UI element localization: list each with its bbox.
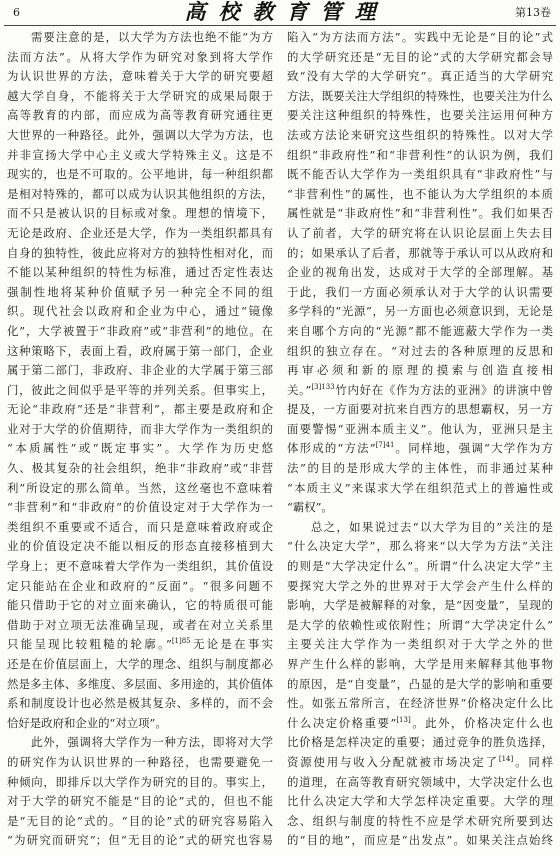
line-text: 致“没有大学的大学研究”。真正适当的大学研究 <box>287 69 553 84</box>
line-text: 要探究大学之外的世界对于大学会产生什么样的 <box>287 578 553 593</box>
line-text: 的“目的地”，而应是“出发点”。如果关注点始终 <box>287 833 553 848</box>
line-text: 要关注这种组织的特殊性，也要关注运用何种方 <box>287 108 553 123</box>
citation-marker: [7]41 <box>375 441 395 450</box>
text-line <box>7 67 273 87</box>
text-line <box>287 322 553 342</box>
text-line <box>7 675 273 695</box>
line-text: 于此，我们一方面必须承认对于大学的认识需要 <box>287 284 553 299</box>
line-text: 类组织不重要或不适合，而只是意味着政府或企 <box>7 519 273 534</box>
line-text: 方法，既要关注大学组织的特殊性，也要关注为什么 <box>287 88 553 103</box>
text-line <box>287 498 553 518</box>
text-line <box>7 244 273 264</box>
line-text: 然是多主体、多维度、多层面、多用途的，其价值体 <box>7 676 273 691</box>
running-header <box>0 0 560 26</box>
line-text: 竹内好在《作为方法的亚洲》的讲演中曾 <box>334 382 553 397</box>
line-text: 无论是在事实 <box>190 637 273 652</box>
line-text: 是“无目的论”式的。“目的论”式的研究容易陷入 <box>7 813 273 828</box>
line-text: 利”所设定的那么简单。当然，这丝毫也不意味着 <box>7 480 273 495</box>
text-line <box>287 479 553 499</box>
citation-marker: [1]85 <box>171 637 191 646</box>
line-text: 性。如张五常所言，在经济世界“价格决定什么比 <box>287 696 553 711</box>
line-text: 无论是政府、企业还是大学，作为一类组织都具有 <box>7 225 273 240</box>
line-text: 念、组织与制度的特性不应是学术研究所要到达 <box>287 813 553 828</box>
text-line <box>7 792 273 812</box>
line-text: 这种策略下，表面上看，政府属于第一部门，企业 <box>7 343 273 358</box>
text-line <box>287 400 553 420</box>
citation-marker: [3]133 <box>311 382 335 391</box>
text-line <box>7 577 273 597</box>
line-text: 不能以某种组织的特性为标准，通过否定性表达 <box>7 265 273 280</box>
text-line <box>7 655 273 675</box>
text-line <box>287 185 553 205</box>
line-text: 资源使用与收入分配就被市场决定了 <box>287 754 499 769</box>
text-line <box>287 283 553 303</box>
text-line <box>287 244 553 264</box>
text-line <box>7 753 273 773</box>
line-text: “什么决定大学”，那么将来“以大学为方法”关注 <box>287 539 553 554</box>
text-line <box>287 48 553 68</box>
text-line <box>287 87 553 107</box>
line-text: 法而方法”。从将大学作为研究对象到将大学作 <box>7 49 273 64</box>
text-line <box>7 263 273 283</box>
line-text: 陷入“为方法而方法”。实践中无论是“目的论”式 <box>287 30 553 44</box>
line-text: 业对于大学的价值期待，而非大学作为一类组织的 <box>7 421 273 436</box>
text-line <box>287 459 553 479</box>
right-column <box>287 28 553 852</box>
text-line <box>287 537 553 557</box>
line-text: 只能呈现比较粗糙的轮廓。” <box>7 637 172 652</box>
line-text: 还是在价值层面上，大学的理念、组织与制度都必 <box>7 657 273 671</box>
line-text: 而不只是被认识的目标或对象。理想的情境下， <box>7 206 273 221</box>
line-text: 能只借助于它的对立面来确认，它的特质很可能 <box>7 598 273 613</box>
text-line <box>7 204 273 224</box>
text-line <box>287 439 553 459</box>
text-line <box>7 831 273 851</box>
header-rule <box>4 25 556 26</box>
journal-title-logo: 高校教育管理 <box>184 0 389 24</box>
line-text: 需要注意的是，以大学为方法也绝不能“为方 <box>31 30 273 44</box>
line-text: “本质属性”或“既定事实”。大学作为历史悠 <box>7 441 273 456</box>
text-line <box>287 773 553 793</box>
text-line <box>287 126 553 146</box>
line-text: 并非宣扬大学中心主义或大学特殊主义。这是不 <box>7 147 273 162</box>
text-line <box>287 361 553 381</box>
text-line <box>7 420 273 440</box>
line-text: 学身上；更不意味着大学作为一类组织，其价值设 <box>7 559 273 574</box>
text-line <box>7 596 273 616</box>
line-text: 的研究作为认识世界的一种路径，也需要避免一 <box>7 754 273 769</box>
text-line <box>7 498 273 518</box>
line-text: “非营利”和“非政府”的价值设定对于大学作为一 <box>7 500 273 515</box>
line-text: 强制性地将某种价值赋予另一种完全不同的组 <box>7 284 273 299</box>
text-line <box>287 675 553 695</box>
line-text: 恰好是政府和企业的“对立项”。 <box>7 715 167 730</box>
citation-marker: [13] <box>396 715 411 724</box>
line-text: 定只能站在企业和政府的“反面”。“很多问题不 <box>7 578 273 593</box>
line-text: 的大学研究还是“无目的论”式的大学研究都会导 <box>287 49 553 64</box>
text-line <box>287 165 553 185</box>
text-line <box>7 459 273 479</box>
line-text: 大世界的一种路径。此外，强调以大学为方法，也 <box>7 127 273 142</box>
text-line <box>287 204 553 224</box>
text-line <box>287 753 553 773</box>
text-line <box>7 87 273 107</box>
text-line <box>287 224 553 244</box>
line-text: 比价格是怎样决定的重要；通过竞争的胜负选择， <box>287 735 553 750</box>
paragraph <box>7 733 273 851</box>
text-line <box>287 577 553 597</box>
text-line <box>287 106 553 126</box>
line-text: 体形成的“方法” <box>287 441 376 456</box>
line-text: 高等教育的内部，而应成为高等教育研究通往更 <box>7 108 273 123</box>
text-line <box>287 28 553 48</box>
text-line <box>287 792 553 812</box>
line-text: 久、极其复杂的社会组织，绝非“非政府”或“非营 <box>7 461 273 476</box>
line-text: 界产生什么样的影响，大学是用来解释其他事物 <box>287 657 553 671</box>
volume-label: 第13卷 <box>515 6 551 19</box>
line-text: 面要警惕“亚洲本质主义”。他认为，亚洲只是主 <box>287 421 553 436</box>
text-line <box>7 361 273 381</box>
text-line <box>7 557 273 577</box>
citation-marker: [14] <box>498 754 514 763</box>
text-line <box>287 420 553 440</box>
line-text: 对于大学的研究不能是“目的论”式的，但也不能 <box>7 794 273 809</box>
text-line <box>287 616 553 636</box>
line-text: 再审必须和新的原理的摸索与创造直接相 <box>287 363 553 378</box>
text-line <box>7 48 273 68</box>
line-text: 法或方法论来研究这些组织的特殊性。以对大学 <box>287 127 553 142</box>
line-text: 既不能否认大学作为一类组织具有“非政府性”与 <box>287 167 553 182</box>
text-line <box>287 146 553 166</box>
line-text: 现实的，也是不可取的。公平地讲，每一种组织都 <box>7 167 273 182</box>
line-text: “非营利性”的属性，也不能认为大学组织的本质 <box>287 186 553 201</box>
line-text: 借助于对立项无法准确呈现，或者在对立关系里 <box>7 617 273 632</box>
line-text: 。同样 <box>513 754 553 769</box>
text-line <box>7 381 273 401</box>
text-line <box>7 616 273 636</box>
text-line <box>7 714 273 734</box>
text-line <box>7 224 273 244</box>
text-line <box>7 694 273 714</box>
text-line <box>7 322 273 342</box>
line-text: 是相对特殊的，都可以成为认识其他组织的方法， <box>7 186 273 201</box>
line-text: 什么决定价格重要” <box>287 715 397 730</box>
text-line <box>7 518 273 538</box>
text-line <box>287 302 553 322</box>
text-line <box>287 381 553 401</box>
text-line <box>7 126 273 146</box>
line-text: 法”的目的是形成大学的主体性，而非通过某种 <box>287 461 553 476</box>
line-text: 门，彼此之间似乎是平等的并列关系。但事实上， <box>7 382 273 397</box>
text-line <box>287 655 553 675</box>
text-line <box>287 342 553 362</box>
text-line <box>287 596 553 616</box>
text-line <box>7 479 273 499</box>
text-line <box>287 67 553 87</box>
text-line <box>7 635 273 655</box>
text-line <box>7 106 273 126</box>
line-text: 种倾向，即排斥以大学作为研究的目的。事实上， <box>7 774 273 789</box>
text-line <box>7 812 273 832</box>
line-text: 。此外，价格决定什么也 <box>410 715 553 730</box>
line-text: 是大学的依赖性或依附性；所谓“大学决定什么” <box>287 617 553 632</box>
line-text: 比什么决定大学和大学怎样决定重要。大学的理 <box>287 794 553 809</box>
line-text: 自身的独特性，彼此应将对方的独特性相对化，而 <box>7 245 273 260</box>
text-line <box>7 185 273 205</box>
text-line <box>7 537 273 557</box>
text-line <box>7 146 273 166</box>
line-text: 来自哪个方向的“光源”都不能遮蔽大学作为一类 <box>287 323 553 338</box>
line-text: 属性就是“非政府性”和“非营利性”。我们如果否 <box>287 206 553 221</box>
line-text: “本质主义”来谋求大学在组织范式上的普遍性或 <box>287 480 553 495</box>
text-line <box>287 831 553 851</box>
line-text: “霸权”。 <box>287 500 333 515</box>
line-text: 的则是“大学决定什么”。所谓“什么决定大学”主 <box>287 559 553 574</box>
text-line <box>287 714 553 734</box>
text-line <box>287 263 553 283</box>
line-text: 提及，一方面要对抗来自西方的思想霸权，另一方 <box>287 402 553 417</box>
line-text: 此外，强调将大学作为一种方法，即将对大学 <box>31 735 273 750</box>
line-text: 系和制度设计也必然是极其复杂、多样的，而不会 <box>7 696 273 711</box>
text-line <box>287 518 553 538</box>
line-text: 属于第二部门，非政府、非企业的大学属于第三部 <box>7 363 273 378</box>
text-line <box>287 557 553 577</box>
text-line <box>287 635 553 655</box>
line-text: 的；如果承认了后者，那就等于承认可以从政府和 <box>287 245 553 260</box>
line-text: 影响，大学是被解释的对象，是“因变量”，呈现的 <box>287 598 553 613</box>
text-line <box>287 694 553 714</box>
line-text: 无论“非政府”还是“非营利”，都主要是政府和企 <box>7 402 273 417</box>
text-line <box>7 28 273 48</box>
text-line <box>7 302 273 322</box>
line-text: 组织的独立存在。“对过去的各种原理的反思和 <box>287 343 553 358</box>
text-line <box>7 283 273 303</box>
line-text: 织。现代社会以政府和企业为中心，通过“镜像 <box>7 304 273 319</box>
text-line <box>287 812 553 832</box>
line-text: 多学科的“光源”，另一方面也必须意识到，无论是 <box>287 304 553 319</box>
left-column <box>7 28 273 852</box>
line-text: 认了前者，大学的研究将在认识论层面上失去目 <box>287 225 553 240</box>
page-number: 6 <box>13 6 20 19</box>
text-line <box>7 733 273 753</box>
line-text: 企业的视角出发，达成对于大学的全部理解。基 <box>287 265 553 280</box>
text-line <box>7 165 273 185</box>
line-text: 化”，大学被置于“非政府”或“非营利”的地位。在 <box>7 323 273 338</box>
line-text: 主要关注大学作为一类组织对于大学之外的世 <box>287 637 553 652</box>
line-text: 关。” <box>287 382 312 397</box>
text-line <box>7 773 273 793</box>
line-text: 业的价值设定决不能以相反的形态直接移植到大 <box>7 539 273 554</box>
paragraph <box>287 518 553 851</box>
text-line <box>287 733 553 753</box>
paragraph-continued <box>287 28 553 518</box>
text-line <box>7 400 273 420</box>
line-text: 组织“非政府性”和“非营利性”的认识为例，我们 <box>287 147 553 162</box>
line-text: 总之，如果说过去“以大学为目的”关注的是 <box>311 519 553 534</box>
line-text: 为认识世界的方法，意味着关于大学的研究要超 <box>7 69 273 84</box>
line-text: 越大学自身，不能将关于大学研究的成果局限于 <box>7 88 273 103</box>
text-line <box>7 439 273 459</box>
line-text: 的道理，在高等教育研究领域中，大学决定什么也 <box>287 774 553 789</box>
text-line <box>7 342 273 362</box>
line-text: 。同样地，强调“大学作为方 <box>394 441 553 456</box>
line-text: 的原因，是“自变量”，凸显的是大学的影响和重要 <box>287 676 553 691</box>
line-text: “为研究而研究”；但“无目的论”式的研究也容易 <box>7 833 273 848</box>
paragraph <box>7 28 273 733</box>
